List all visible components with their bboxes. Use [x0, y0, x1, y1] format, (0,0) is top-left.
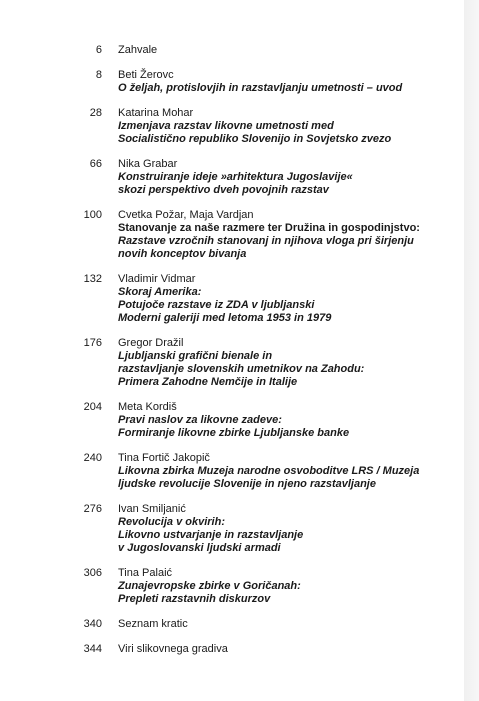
toc-title-line: Ljubljanski grafični bienale in	[118, 350, 273, 362]
toc-entry	[0, 567, 464, 606]
toc-entry	[0, 337, 464, 389]
toc-title-line: Zunajevropske zbirke v Goričanah:	[118, 580, 301, 592]
toc-entry	[0, 401, 464, 440]
toc-title-line: Moderni galeriji med letoma 1953 in 1979	[118, 312, 332, 324]
toc-title-line: Potujoče razstave iz ZDA v ljubljanski	[118, 299, 315, 311]
toc-entry	[0, 158, 464, 197]
toc-page-number: 6	[95, 44, 102, 56]
toc-title-line: Pravi naslov za likovne zadeve:	[118, 414, 282, 426]
toc-page-number: 132	[83, 273, 102, 285]
toc-title-line: Skoraj Amerika:	[118, 286, 202, 298]
toc-entry	[0, 503, 464, 555]
toc-page-number: 204	[83, 401, 102, 413]
toc-entry	[0, 44, 464, 57]
toc-entry	[0, 69, 464, 95]
toc-page-number: 344	[83, 643, 102, 655]
toc-page-number: 240	[83, 452, 102, 464]
toc-page-number: 340	[83, 618, 102, 630]
toc-page-number: 306	[83, 567, 102, 579]
toc-title-line: Formiranje likovne zbirke Ljubljanske banke	[118, 427, 350, 439]
toc-title-line: O željah, protislovjih in razstavljanju umetnosti – uvod	[118, 82, 403, 94]
toc-title-line: Izmenjava razstav likovne umetnosti med	[118, 120, 334, 132]
toc-title-line: Primera Zahodne Nemčije in Italije	[118, 376, 298, 388]
toc-title-line: Likovna zbirka Muzeja narodne osvoboditve LRS / Muzeja	[118, 465, 420, 477]
toc-section-title: Seznam kratic	[118, 618, 188, 630]
toc-entry	[0, 452, 464, 491]
toc-section-title: Viri slikovnega gradiva	[118, 643, 228, 655]
toc-author: Meta Kordiš	[118, 401, 177, 413]
toc-title-line: Razstave vzročnih stanovanj in njihova vloga pri širjenju	[118, 235, 414, 247]
toc-author: Cvetka Požar, Maja Vardjan	[118, 209, 254, 221]
toc-author: Nika Grabar	[118, 158, 178, 170]
page-edge-shadow	[464, 0, 479, 701]
toc-title-line: novih konceptov bivanja	[118, 248, 247, 260]
toc-page-number: 66	[89, 158, 102, 170]
toc-page-number: 276	[83, 503, 102, 515]
toc-entry	[0, 209, 464, 261]
toc-title-line: skozi perspektivo dveh povojnih razstav	[118, 184, 329, 196]
toc-author: Tina Fortič Jakopič	[118, 452, 210, 464]
toc-entry	[0, 107, 464, 146]
toc-page-number: 100	[83, 209, 102, 221]
toc-title-line: razstavljanje slovenskih umetnikov na Zahodu:	[118, 363, 365, 375]
toc-author: Tina Palaić	[118, 567, 173, 579]
toc-author: Ivan Smiljanić	[118, 503, 186, 515]
toc-author: Katarina Mohar	[118, 107, 194, 119]
toc-page-number: 28	[89, 107, 102, 119]
toc-title-line: Likovno ustvarjanje in razstavljanje	[118, 529, 304, 541]
toc-title-line: Prepleti razstavnih diskurzov	[118, 593, 271, 605]
toc-entry	[0, 618, 464, 631]
toc-page-number: 176	[83, 337, 102, 349]
toc-page-number: 8	[95, 69, 102, 81]
toc-author: Gregor Dražil	[118, 337, 184, 349]
toc-title-line: Stanovanje za naše razmere ter Družina in gospodinjstvo:	[118, 222, 420, 234]
toc-title-line: Socialistično republiko Slovenijo in Sovjetsko zvezo	[118, 133, 392, 145]
toc-entry	[0, 273, 464, 325]
table-of-contents	[0, 44, 464, 668]
toc-author: Vladimir Vidmar	[118, 273, 196, 285]
toc-title-line: Konstruiranje ideje »arhitektura Jugoslavije«	[118, 171, 353, 183]
toc-title-line: ljudske revolucije Slovenije in njeno razstavljanje	[118, 478, 376, 490]
toc-title-line: v Jugoslovanski ljudski armadi	[118, 542, 281, 554]
toc-author: Beti Žerovc	[118, 69, 174, 81]
toc-entry	[0, 643, 464, 656]
toc-section-title: Zahvale	[118, 44, 158, 56]
toc-title-line: Revolucija v okvirih:	[118, 516, 225, 528]
